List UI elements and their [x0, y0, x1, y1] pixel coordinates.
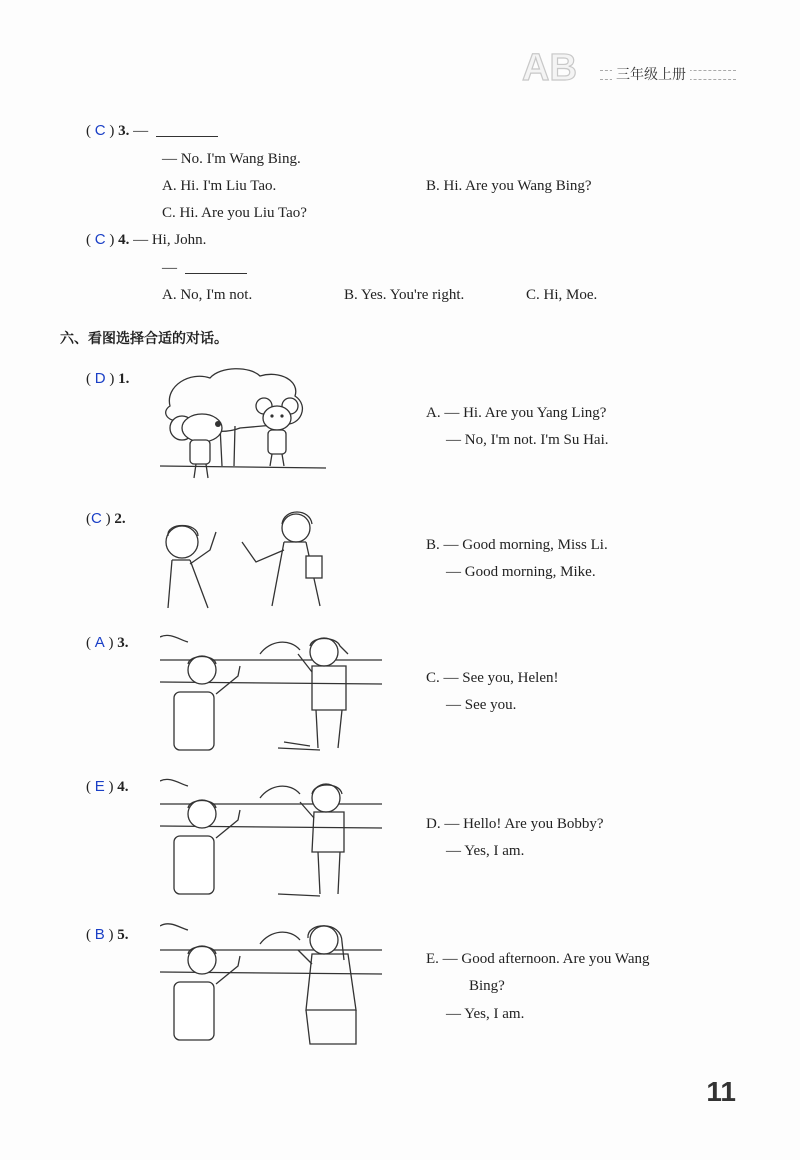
picture-boy-and-woman: [160, 920, 382, 1050]
dialogue-d-line1: D. — Hello! Are you Bobby?: [426, 816, 604, 832]
answer-blank: [185, 273, 247, 274]
grade-label: 三年级上册: [612, 64, 690, 84]
picture-boy-and-girl-ponytail: [160, 632, 382, 754]
answer-mark: C: [91, 510, 102, 527]
mc4-option-c: C. Hi, Moe.: [526, 287, 598, 303]
dialogue-e-line1: E. — Good afternoon. Are you Wang: [426, 951, 650, 967]
dialogue-b-line2: — Good morning, Mike.: [446, 564, 596, 580]
section-title: 六、看图选择合适的对话。: [60, 331, 228, 347]
answer-mark: C: [94, 231, 106, 248]
logo-text: AB: [522, 47, 577, 88]
mc-question-4: ( C ) 4. — Hi, John.: [86, 231, 207, 248]
answer-mark: E: [94, 778, 105, 795]
dialogue-e-line1-cont: Bing?: [469, 978, 505, 994]
match-item-1: ( D ) 1.: [86, 370, 130, 387]
mc3-option-a: A. Hi. I'm Liu Tao.: [162, 178, 277, 194]
answer-mark: C: [94, 122, 106, 139]
match-item-5: ( B ) 5.: [86, 926, 129, 943]
dialogue-c-line2: — See you.: [446, 697, 517, 713]
answer-blank: [156, 136, 218, 137]
mc4-option-b: B. Yes. You're right.: [344, 287, 465, 303]
mc-question-3: ( C ) 3. —: [86, 122, 218, 140]
mc3-option-c: C. Hi. Are you Liu Tao?: [162, 205, 307, 221]
dialogue-b-line1: B. — Good morning, Miss Li.: [426, 537, 608, 553]
picture-girl-and-teacher: [160, 502, 328, 612]
dialogue-a-line1: A. — Hi. Are you Yang Ling?: [426, 405, 607, 421]
match-item-3: ( A ) 3.: [86, 634, 129, 651]
answer-mark: A: [94, 634, 105, 651]
picture-boy-and-boy: [160, 776, 382, 898]
answer-mark: B: [94, 926, 105, 943]
mc4-option-a: A. No, I'm not.: [162, 287, 253, 303]
ab-logo: [520, 44, 602, 88]
mc3-line2: — No. I'm Wang Bing.: [162, 151, 301, 167]
mc4-line2: —: [162, 259, 247, 277]
dialogue-c-line1: C. — See you, Helen!: [426, 670, 559, 686]
mc3-option-b: B. Hi. Are you Wang Bing?: [426, 178, 592, 194]
match-item-4: ( E ) 4.: [86, 778, 129, 795]
dialogue-e-line2: — Yes, I am.: [446, 1006, 525, 1022]
picture-mice-under-tree: [160, 366, 326, 484]
answer-mark: D: [94, 370, 106, 387]
match-item-2: (C ) 2.: [86, 510, 126, 527]
page-number: 11: [706, 1076, 736, 1107]
dialogue-d-line2: — Yes, I am.: [446, 843, 525, 859]
dialogue-a-line2: — No, I'm not. I'm Su Hai.: [446, 432, 609, 448]
